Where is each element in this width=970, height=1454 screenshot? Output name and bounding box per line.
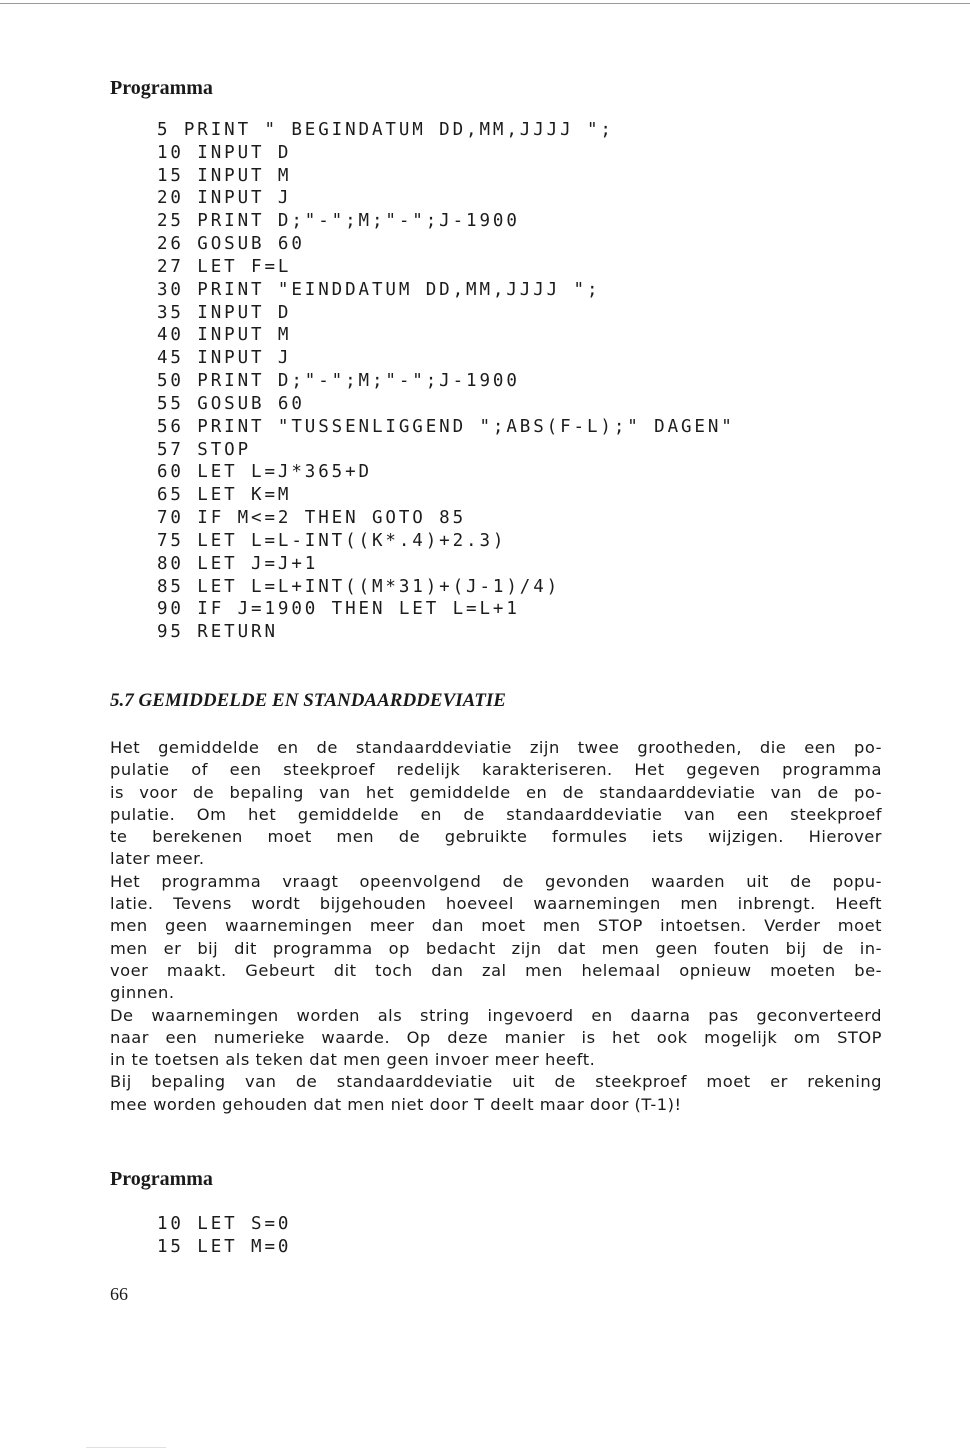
paragraph-line: latie. Tevens wordt bijgehouden hoeveel waarnemingen men inbrengt. Heeft [110,894,882,914]
code-line: 35 INPUT D [157,302,292,323]
paragraph-line: men er bij dit programma op bedacht zijn dat men geen fouten bij de in- [110,938,882,958]
code-line: 20 INPUT J [157,188,292,209]
program-heading-2: Programma [110,1168,213,1190]
code-line: 60 LET L=J*365+D [157,462,372,483]
paragraph-line: is voor de bepaling van het gemiddelde en de standaarddeviatie van de po- [110,782,882,802]
code-line: 65 LET K=M [157,485,292,506]
paragraph-line: mee worden gehouden dat men niet door T deelt maar door (T-1)! [110,1094,682,1114]
code-line: 75 LET L=L-INT((K*.4)+2.3) [157,530,507,551]
paragraph-line: Het programma vraagt opeenvolgend de gevonden waarden uit de popu- [110,871,882,891]
paragraph-line: De waarnemingen worden als string ingevoerd en daarna pas geconverteerd [110,1005,882,1025]
paragraph-line: ginnen. [110,983,175,1003]
bottom-edge-mark [86,1447,166,1448]
basic-code-listing-standard-deviation [157,1213,291,1259]
code-line: 80 LET J=J+1 [157,553,319,574]
code-line: 55 GOSUB 60 [157,393,305,414]
code-line: 40 INPUT M [157,325,292,346]
code-line: 30 PRINT "EINDDATUM DD,MM,JJJJ "; [157,279,601,300]
code-line: 70 IF M<=2 THEN GOTO 85 [157,508,467,529]
code-line: 10 INPUT D [157,142,292,163]
paragraph-line: Het gemiddelde en de standaarddeviatie zijn twee grootheden, die een po- [110,738,882,757]
code-line: 5 PRINT " BEGINDATUM DD,MM,JJJJ "; [157,120,614,140]
code-line: 85 LET L=L+INT((M*31)+(J-1)/4) [157,576,561,597]
code-line: 95 RETURN [157,622,278,643]
code-line: 45 INPUT J [157,348,292,369]
code-line: 15 LET M=0 [157,1236,292,1257]
code-line: 25 PRINT D;"-";M;"-";J-1900 [157,211,520,232]
code-line: 90 IF J=1900 THEN LET L=L+1 [157,599,520,620]
paragraph-line: later meer. [110,849,205,869]
paragraph-line: men geen waarnemingen meer dan moet men STOP intoetsen. Verder moet [110,916,882,936]
paragraph-line: voer maakt. Gebeurt dit toch dan zal men helemaal opnieuw moeten be- [110,960,882,980]
paragraph-line: pulatie. Om het gemiddelde en de standaarddeviatie van een steekproef [110,804,882,824]
code-line: 26 GOSUB 60 [157,234,305,255]
program-heading: Programma [110,77,213,99]
code-line: 50 PRINT D;"-";M;"-";J-1900 [157,371,520,392]
code-line: 56 PRINT "TUSSENLIGGEND ";ABS(F-L);" DAGEN" [157,416,735,437]
paragraph-line: Bij bepaling van de standaarddeviatie uit de steekproef moet er rekening [110,1072,882,1092]
basic-code-listing-date-difference [157,119,735,644]
top-rule [0,3,970,4]
paragraph-line: te berekenen moet men de gebruikte formules iets wijzigen. Hierover [110,827,882,847]
paragraph-line: naar een numerieke waarde. Op deze manier is het ook mogelijk om STOP [110,1027,882,1047]
section-title: 5.7 GEMIDDELDE EN STANDAARDDEVIATIE [110,690,506,711]
paragraph-line: in te toetsen als teken dat men geen invoer meer heeft. [110,1050,596,1070]
paragraph-line: pulatie of een steekproef redelijk karakteriseren. Het gegeven programma [110,760,882,780]
code-line: 57 STOP [157,439,252,460]
page-number: 66 [110,1284,128,1304]
code-line: 27 LET F=L [157,256,292,277]
code-line: 15 INPUT M [157,165,292,186]
body-text [110,737,882,1116]
code-line: 10 LET S=0 [157,1214,292,1234]
